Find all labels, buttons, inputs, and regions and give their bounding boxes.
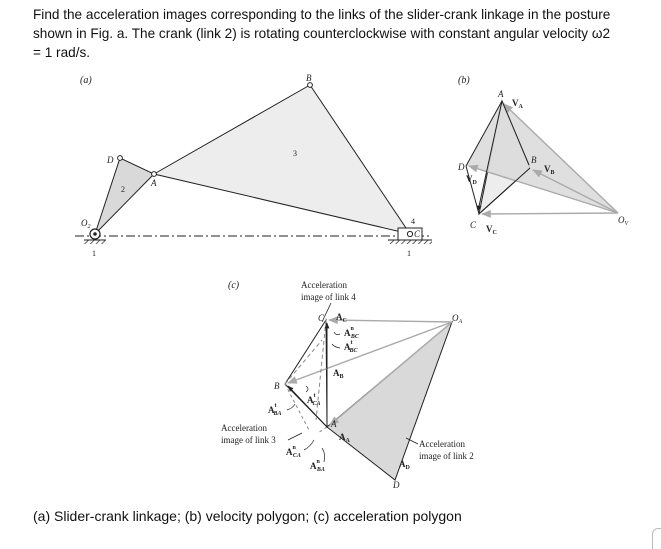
annotation-link3-line2: image of link 3 [221,435,276,445]
label-c-b: B [274,381,280,391]
problem-line-1: Find the acceleration images corresponding to the links of the slider-crank linkage in the posture [33,7,611,22]
label-b-b: B [531,155,537,165]
label-c-c: C [318,313,325,323]
label-c-d: D [393,480,400,490]
label-c-anbc: $A^n$ BC [344,326,359,340]
vector-vc [482,213,618,214]
figure-b-label: (b) [458,75,470,86]
label-b-c: C [470,220,477,230]
label-a-link1-right: 1 [407,249,411,258]
label-c-atbc: $A^t$ BC [344,340,358,354]
label-c-ad: $A_D$ [399,459,410,471]
ground-hatch-slider [388,240,432,244]
label-c-a: A [331,419,337,429]
figure-c-acceleration-polygon [221,280,474,490]
pin-c [407,231,412,236]
corner-decoration [652,528,661,549]
annotation-link2-line1: Acceleration [419,439,465,449]
figure-caption: (a) Slider-crank linkage; (b) velocity polygon; (c) acceleration polygon [33,508,462,524]
label-a-d: D [107,155,114,165]
figure-b-velocity-polygon [457,75,630,236]
link-3-triangle [154,85,410,234]
figure-a-slider-crank [75,73,432,258]
annotation-link4-line1: Acceleration [301,280,347,290]
vector-ac [329,320,452,322]
label-b-vd: $V_D$ [466,174,477,186]
label-a-c: C [414,229,421,239]
pin-a [152,172,157,177]
label-c-anca: $A^n$ CA [286,445,301,459]
label-a-o2: $O_2$ [81,218,91,230]
label-c-atba: $A^t$ BA [268,403,282,417]
label-b-vc: $V_C$ [486,224,497,236]
label-a-link4: 4 [411,217,415,226]
label-c-anba: $A^n$ BA [310,459,325,473]
label-c-atca: $A^t$ CA [307,393,321,407]
figure-a-label: (a) [80,75,92,86]
label-c-ac: $A_C$ [336,312,347,324]
label-c-oa: $O_A$ [452,313,463,325]
link-2-triangle [95,158,154,234]
label-c-ab: $A_B$ [333,368,344,380]
acceleration-image-link3 [285,320,327,427]
figure-c-label: (c) [228,280,240,291]
problem-line-2: shown in Fig. a. The crank (link 2) is rotating counterclockwise with constant angular velocity ω2 [33,26,611,41]
label-b-a: A [498,89,504,99]
problem-line-3: = 1 rad/s. [33,45,91,60]
label-a-b: B [306,73,312,83]
label-b-d: D [458,162,465,172]
ground-hatch-o2 [84,240,106,244]
label-b-va: $V_A$ [512,98,523,110]
label-a-a: A [151,178,157,188]
label-c-aa: $A_A$ [339,432,350,444]
label-b-ov: $O_V$ [618,215,629,227]
annotation-link4-line2: image of link 4 [301,292,356,302]
label-a-link3: 3 [293,149,297,158]
label-b-vb: $V_B$ [544,164,555,176]
annotation-link3-line1: Acceleration [221,423,267,433]
annotation-link2-line2: image of link 2 [419,451,474,461]
label-a-link1-left: 1 [92,249,96,258]
label-a-link2: 2 [121,185,125,194]
